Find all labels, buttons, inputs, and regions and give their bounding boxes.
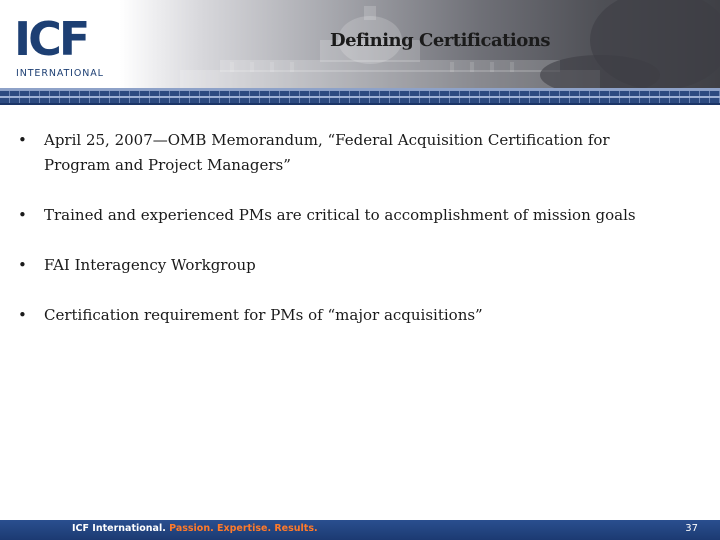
slide-title: Defining Certifications [329, 30, 550, 51]
bullet-item: • FAI Interagency Workgroup [18, 253, 678, 278]
stripe-highlight [0, 88, 720, 91]
logo-subtitle: INTERNATIONAL [16, 68, 104, 79]
slide-header [0, 0, 720, 88]
bullet-item: • Certification requirement for PMs of “major acquisitions” [18, 303, 678, 328]
icf-logo [14, 12, 124, 82]
stripe-shadow [0, 103, 720, 105]
footer-brand [72, 523, 318, 534]
bullet-list [18, 128, 678, 328]
page-number: 37 [685, 523, 698, 534]
slide-footer [0, 520, 720, 540]
logo-wordmark: ICF [14, 12, 88, 66]
bullet-item: • April 25, 2007—OMB Memorandum, “Federal Acquisition Certification for Program and Project Managers” [18, 128, 678, 178]
footer-company: ICF International. [72, 523, 166, 534]
bullet-item: • Trained and experienced PMs are critical to accomplishment of mission goals [18, 203, 678, 228]
footer-tagline: Passion. Expertise. Results. [169, 523, 318, 534]
stripe-highlight-mid [0, 96, 720, 98]
